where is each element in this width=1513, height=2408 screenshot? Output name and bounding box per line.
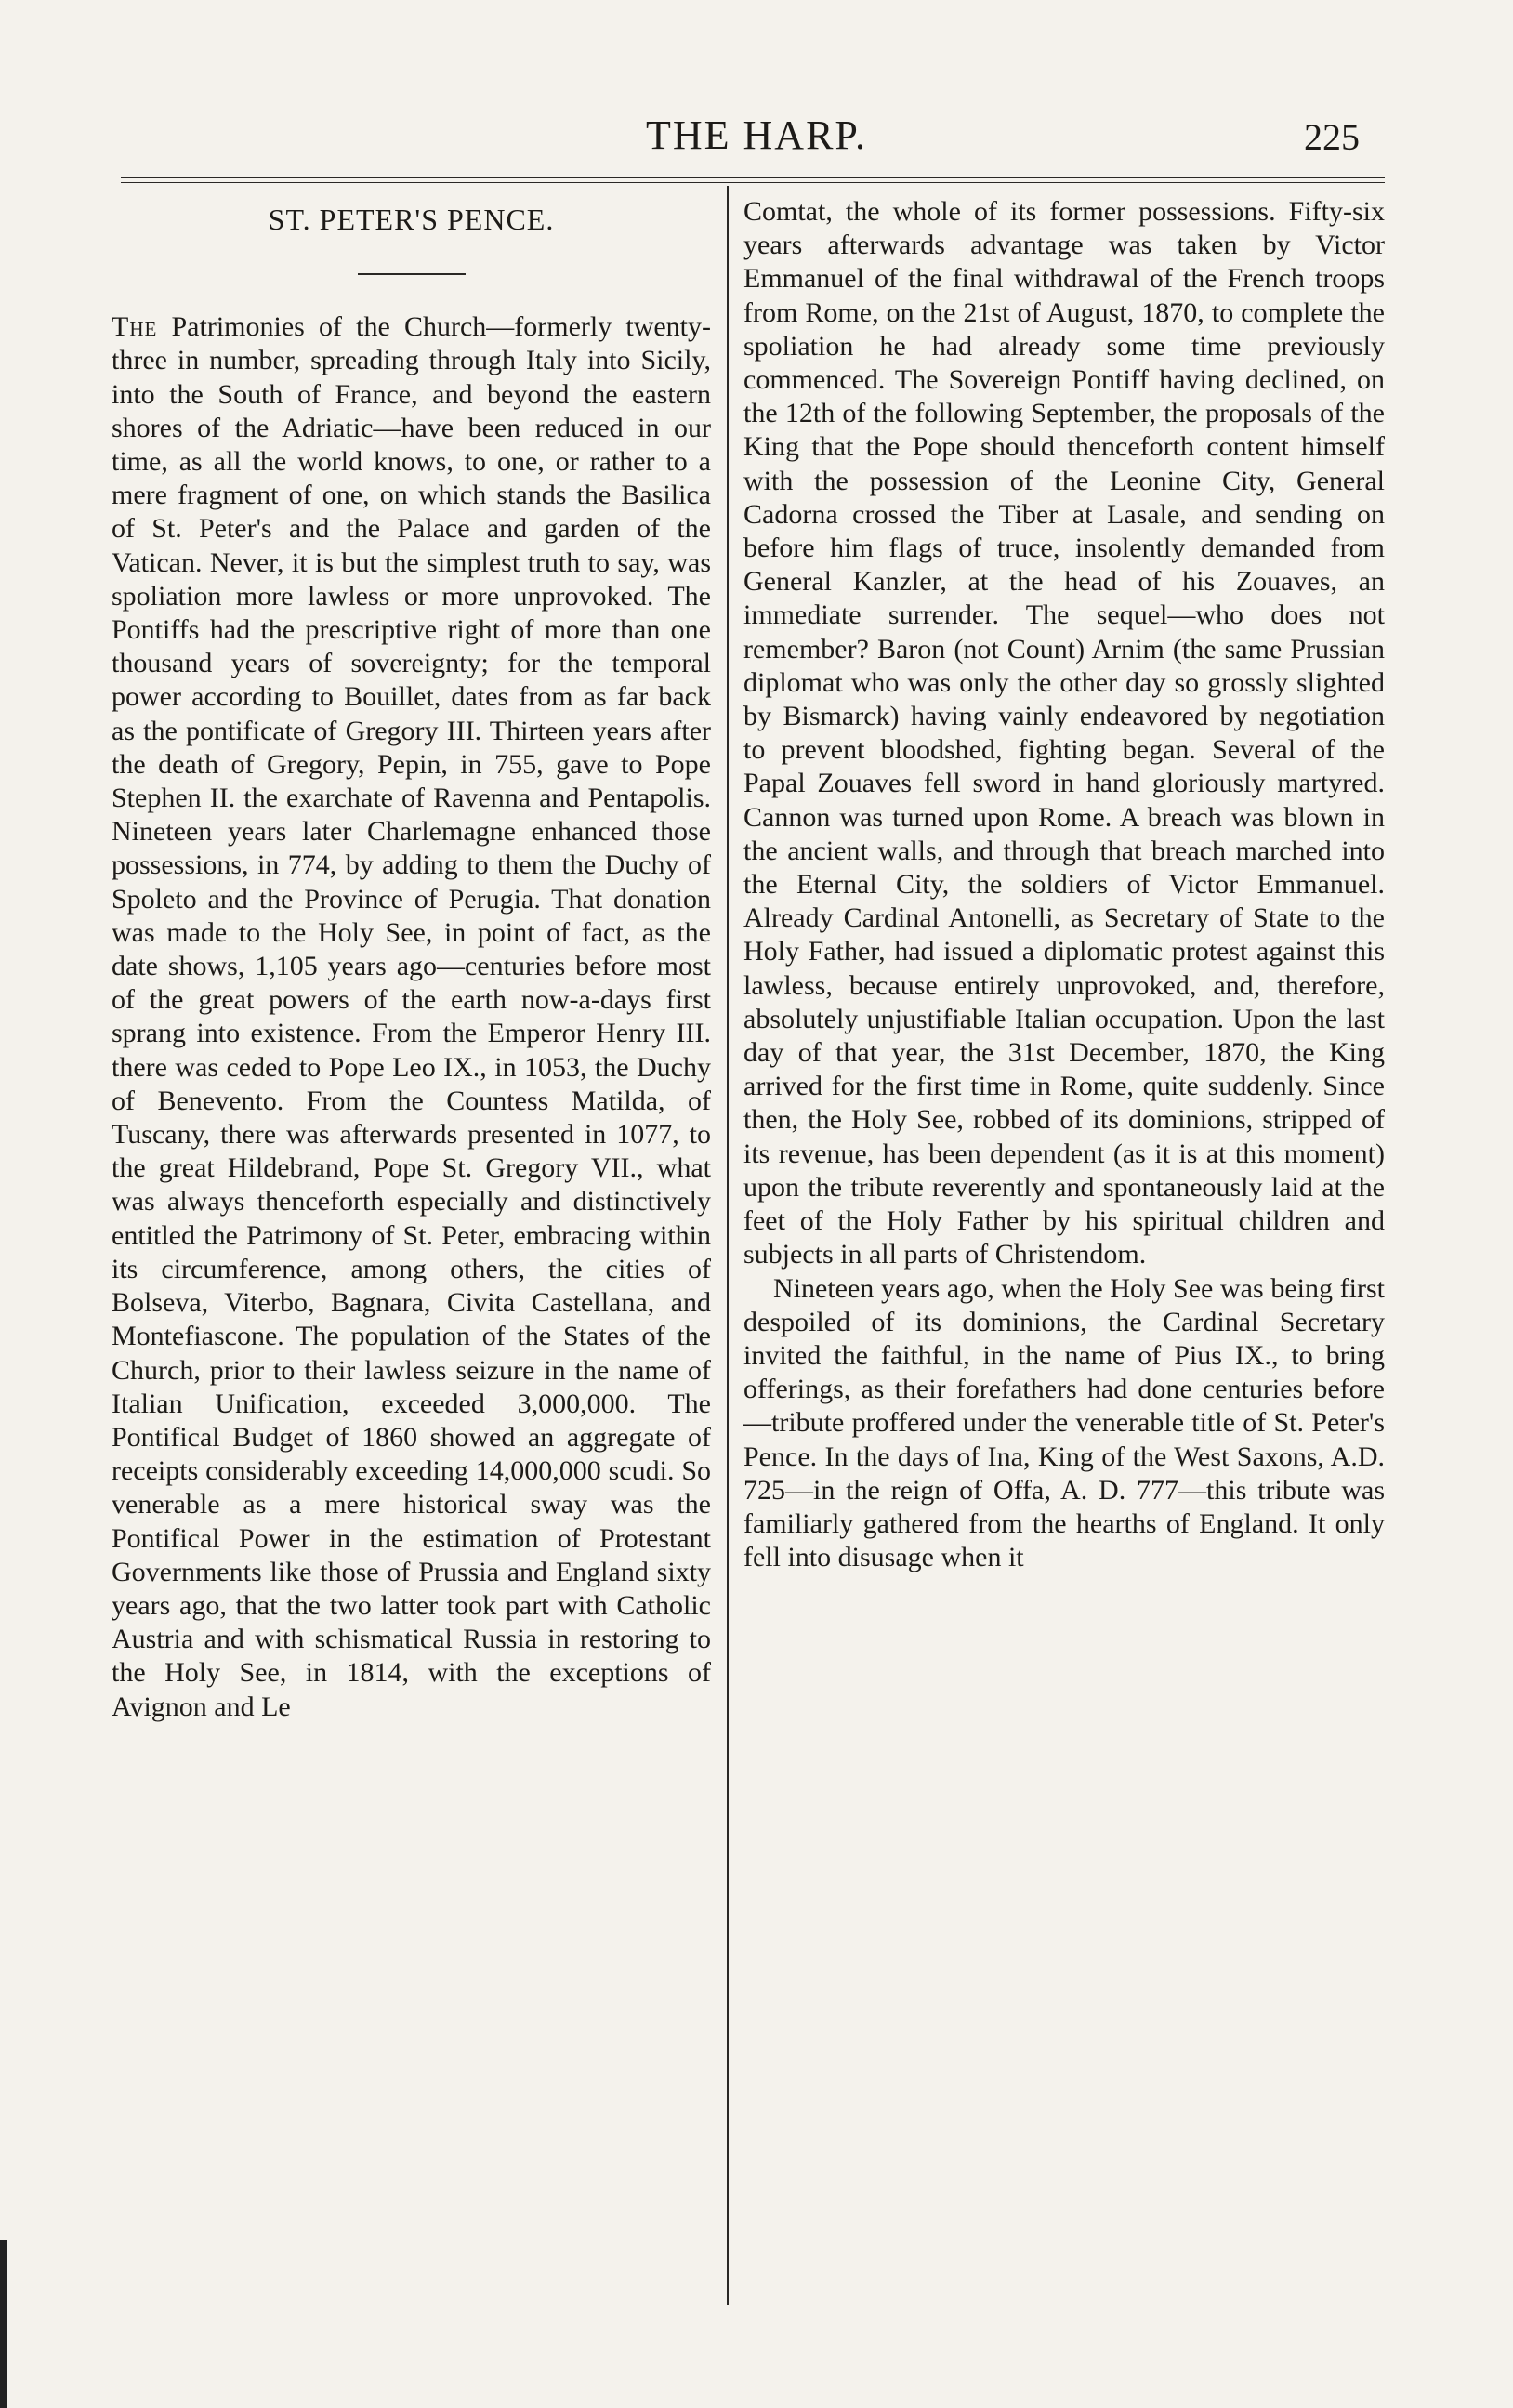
paragraph-1 [112, 310, 711, 1724]
header-rule [121, 177, 1385, 178]
lead-word: The [112, 311, 158, 343]
running-title: THE HARP. [645, 112, 868, 158]
paragraph-1-body: Patrimonies of the Church—formerly twenty-three in number, spreading through Italy into Sicily, into the South of France, and beyond the eastern shores of the Adriatic—have been reduced in our time, as all the world knows, to one, or rather to a mere fragment of one, on which stands the Basilica of St. Peter's and the Palace and garden of the Vatican. Never, it is but the simplest truth to say, was spoliation more lawless or more unprovoked. The Pontiffs had the prescriptive right of more than one thousand years of sovereignty; for the temporal power according to Bouillet, dates from as far back as the pontificate of Gregory III. Thirteen years after the death of Gregory, Pepin, in 755, gave to Pope Stephen II. the exarchate of Ravenna and Pentapolis. Nineteen years later Charlemagne enhanced those possessions, in 774, by adding to them the Duchy of Spoleto and the Province of Perugia. That donation was made to the Holy See, in point of fact, as the date shows, 1,105 years ago—centuries before most of the great powers of the earth now-a-days first sprang into existence. From the Emperor Henry III. there was ceded to Pope Leo IX., in 1053, the Duchy of Benevento. From the Countess Matilda, of Tuscany, there was afterwards presented in 1077, to the great Hildebrand, Pope St. Gregory VII., what was always thenceforth especially and distinctively entitled the Patrimony of St. Peter, embracing within its circumference, among others, the cities of Bolseva, Viterbo, Bagnara, Civita Castellana, and Montefiascone. The population of the States of the Church, prior to their lawless seizure in the name of Italian Unification, exceeded 3,000,000. The Pontifical Budget of 1860 showed an aggregate of receipts considerably exceeding 14,000,000 scudi. So venerable as a mere historical sway was the Pontifical Power in the estimation of Protestant Governments like those of Prussia and England sixty years ago, that the two latter took part with Catholic Austria and with schismatical Russia in restoring to the Holy See, in 1814, with the exceptions of Avignon and Le [112, 311, 711, 1722]
title-rule [358, 273, 466, 275]
article-title: ST. PETER'S PENCE. [268, 203, 555, 236]
right-column [743, 195, 1385, 2314]
left-column [112, 195, 711, 2314]
paragraph-2: Nineteen years ago, when the Holy See was being first despoiled of its dominions, the Cardinal Secretary invited the faithful, in the name of Pius IX., to bring offerings, as their forefathers had done centuries before—tribute proffered under the venerable title of St. Peter's Pence. In the days of Ina, King of the West Saxons, A.D. 725—in the reign of Offa, A. D. 777—this tribute was familiarly gathered from the hearths of England. It only fell into disusage when it [743, 1272, 1385, 1573]
paragraph-1-continued: Comtat, the whole of its former possessions. Fifty-six years afterwards advantage was taken by Victor Emmanuel of the final withdrawal of the French troops from Rome, on the 21st of August, 1870, to complete the spoliation he had already some time previously commenced. The Sovereign Pontiff having declined, on the 12th of the following September, the proposals of the King that the Pope should thenceforth content himself with the possession of the Leonine City, General Cadorna crossed the Tiber at Lasale, and sending on before him flags of truce, insolently demanded from General Kanzler, at the head of his Zouaves, an immediate surrender. The sequel—who does not remember? Baron (not Count) Arnim (the same Prussian diplomat who was only the other day so grossly slighted by Bismarck) having vainly endeavored by negotiation to prevent bloodshed, fighting began. Several of the Papal Zouaves fell sword in hand gloriously martyred. Cannon was turned upon Rome. A breach was blown in the ancient walls, and through that breach marched into the Eternal City, the soldiers of Victor Emmanuel. Already Cardinal Antonelli, as Secretary of State to the Holy Father, had issued a diplomatic protest against this lawless, because entirely unprovoked, and, therefore, absolutely unjustifiable Italian occupation. Upon the last day of that year, the 31st December, 1870, the King arrived for the first time in Rome, quite suddenly. Since then, the Holy See, robbed of its dominions, stripped of its revenue, has been dependent (as it is at this moment) upon the tribute reverently and spontaneously laid at the feet of the Holy Father by his spiritual children and subjects in all parts of Christendom. [743, 196, 1385, 1270]
binding-edge [0, 2240, 7, 2408]
column-divider [727, 186, 729, 2305]
header-rule-thin [121, 182, 1385, 183]
page-number: 225 [1304, 116, 1360, 158]
